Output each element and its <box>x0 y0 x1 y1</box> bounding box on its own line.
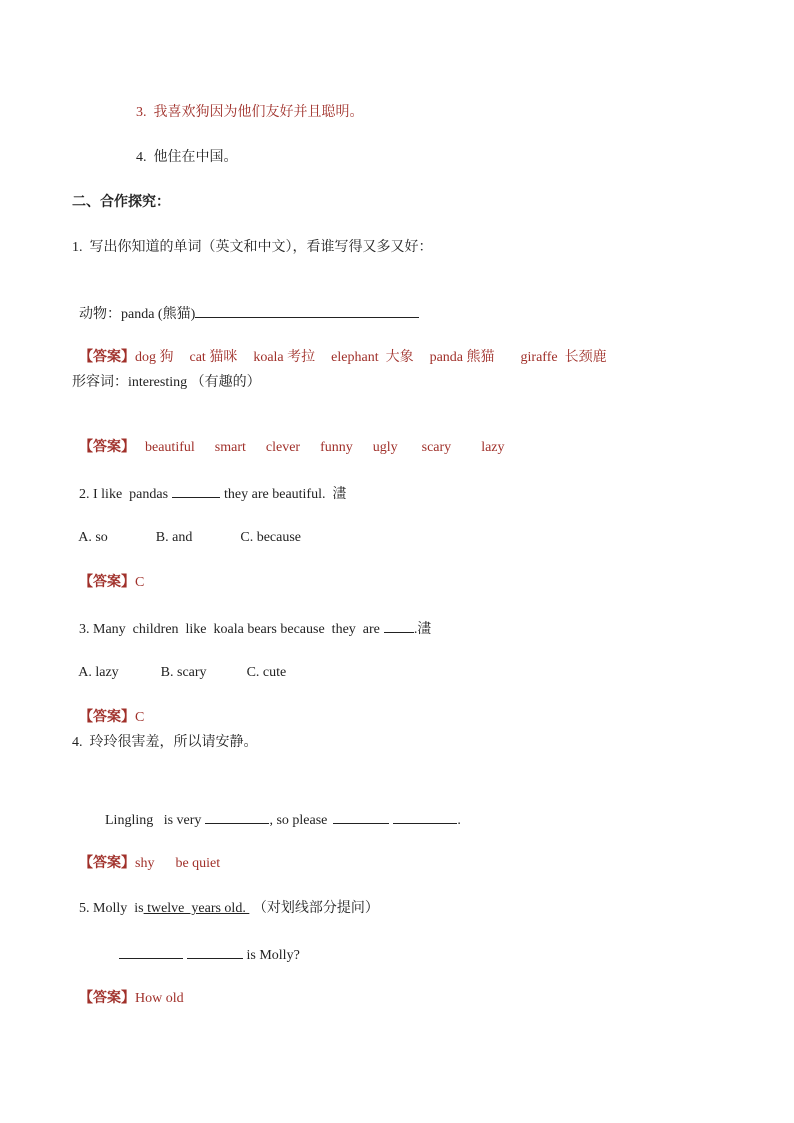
animals-label: 动物：panda (熊猫) <box>79 307 196 322</box>
animals-line <box>72 283 419 325</box>
answer-line-5 <box>72 834 220 874</box>
answer-tag: 【答案】 <box>79 991 135 1006</box>
answer-word: panda 熊猫 <box>429 350 495 365</box>
answer-blank <box>384 618 414 633</box>
answer-tag: 【答案】 <box>79 440 135 455</box>
answer-line-4 <box>72 688 144 728</box>
question-text: Lingling is very <box>105 813 202 828</box>
answer-line-1 <box>72 328 607 368</box>
question-4: 4. 玲玲很害羞，所以请安静。 <box>72 735 258 750</box>
answer-word: smart <box>214 440 246 455</box>
option-b: B. scary <box>160 665 207 680</box>
option-a: A. lazy <box>78 665 119 680</box>
answer-blank <box>205 809 269 824</box>
answer-word: elephant 大象 <box>331 350 414 365</box>
section-heading: 二、合作探究： <box>72 195 170 210</box>
answer-tag: 【答案】 <box>79 856 135 871</box>
answer-line-6 <box>72 969 184 1009</box>
answer-tag: 【答案】 <box>79 710 135 725</box>
question-text: .澅 <box>413 622 432 637</box>
question-2 <box>72 463 346 505</box>
answer-blank <box>119 944 183 959</box>
answer-blank <box>333 809 389 824</box>
underlined-part: twelve years old. <box>143 901 250 916</box>
option-b: B. and <box>155 530 193 545</box>
option-a: A. so <box>78 530 108 545</box>
adjectives-line: 形容词：interesting （有趣的） <box>72 375 261 390</box>
answer-word: clever <box>265 440 301 455</box>
answer-blank <box>172 483 220 498</box>
question-5-line-2 <box>112 924 300 966</box>
answer-word: lazy <box>481 440 505 455</box>
options-line <box>72 643 286 683</box>
answer-value: C <box>135 710 145 725</box>
question-text: , so please <box>269 813 328 828</box>
answer-word: beautiful <box>145 440 195 455</box>
question-text: 5. Molly is <box>79 901 144 916</box>
exercise-item-3: 3. 我喜欢狗因为他们友好并且聪明。 <box>136 105 364 120</box>
answer-value: How old <box>135 991 184 1006</box>
answer-line-2 <box>72 418 505 458</box>
question-text: 2. I like pandas <box>79 487 169 502</box>
question-3 <box>72 598 431 640</box>
option-c: C. because <box>240 530 302 545</box>
question-text: . <box>457 813 461 828</box>
option-c: C. cute <box>246 665 287 680</box>
answer-tag: 【答案】 <box>79 350 135 365</box>
question-text: is Molly? <box>243 948 300 963</box>
answer-word: ugly <box>372 440 398 455</box>
question-text: （对划线部分提问） <box>249 901 379 916</box>
answer-tag: 【答案】 <box>79 575 135 590</box>
question-5 <box>72 879 379 919</box>
answer-word: funny <box>320 440 353 455</box>
options-line <box>72 508 301 548</box>
answer-value: C <box>135 575 145 590</box>
exercise-item-4: 4. 他住在中国。 <box>136 150 238 165</box>
answer-word: scary <box>421 440 452 455</box>
question-text: 3. Many children like koala bears because they are <box>79 622 380 637</box>
question-4-english <box>98 789 461 831</box>
question-1: 1. 写出你知道的单词（英文和中文），看谁写得又多又好： <box>72 240 433 255</box>
question-text: they are beautiful. 澅 <box>224 487 347 502</box>
answer-word: cat 猫咪 <box>189 350 238 365</box>
answer-word: dog 狗 <box>135 350 174 365</box>
answer-blank <box>195 303 419 318</box>
answer-word: giraffe 长颈鹿 <box>520 350 607 365</box>
answer-word: koala 考拉 <box>253 350 316 365</box>
answer-blank <box>187 944 243 959</box>
answer-value: shy be quiet <box>135 856 221 871</box>
answer-blank <box>393 809 457 824</box>
answer-line-3 <box>72 553 144 593</box>
